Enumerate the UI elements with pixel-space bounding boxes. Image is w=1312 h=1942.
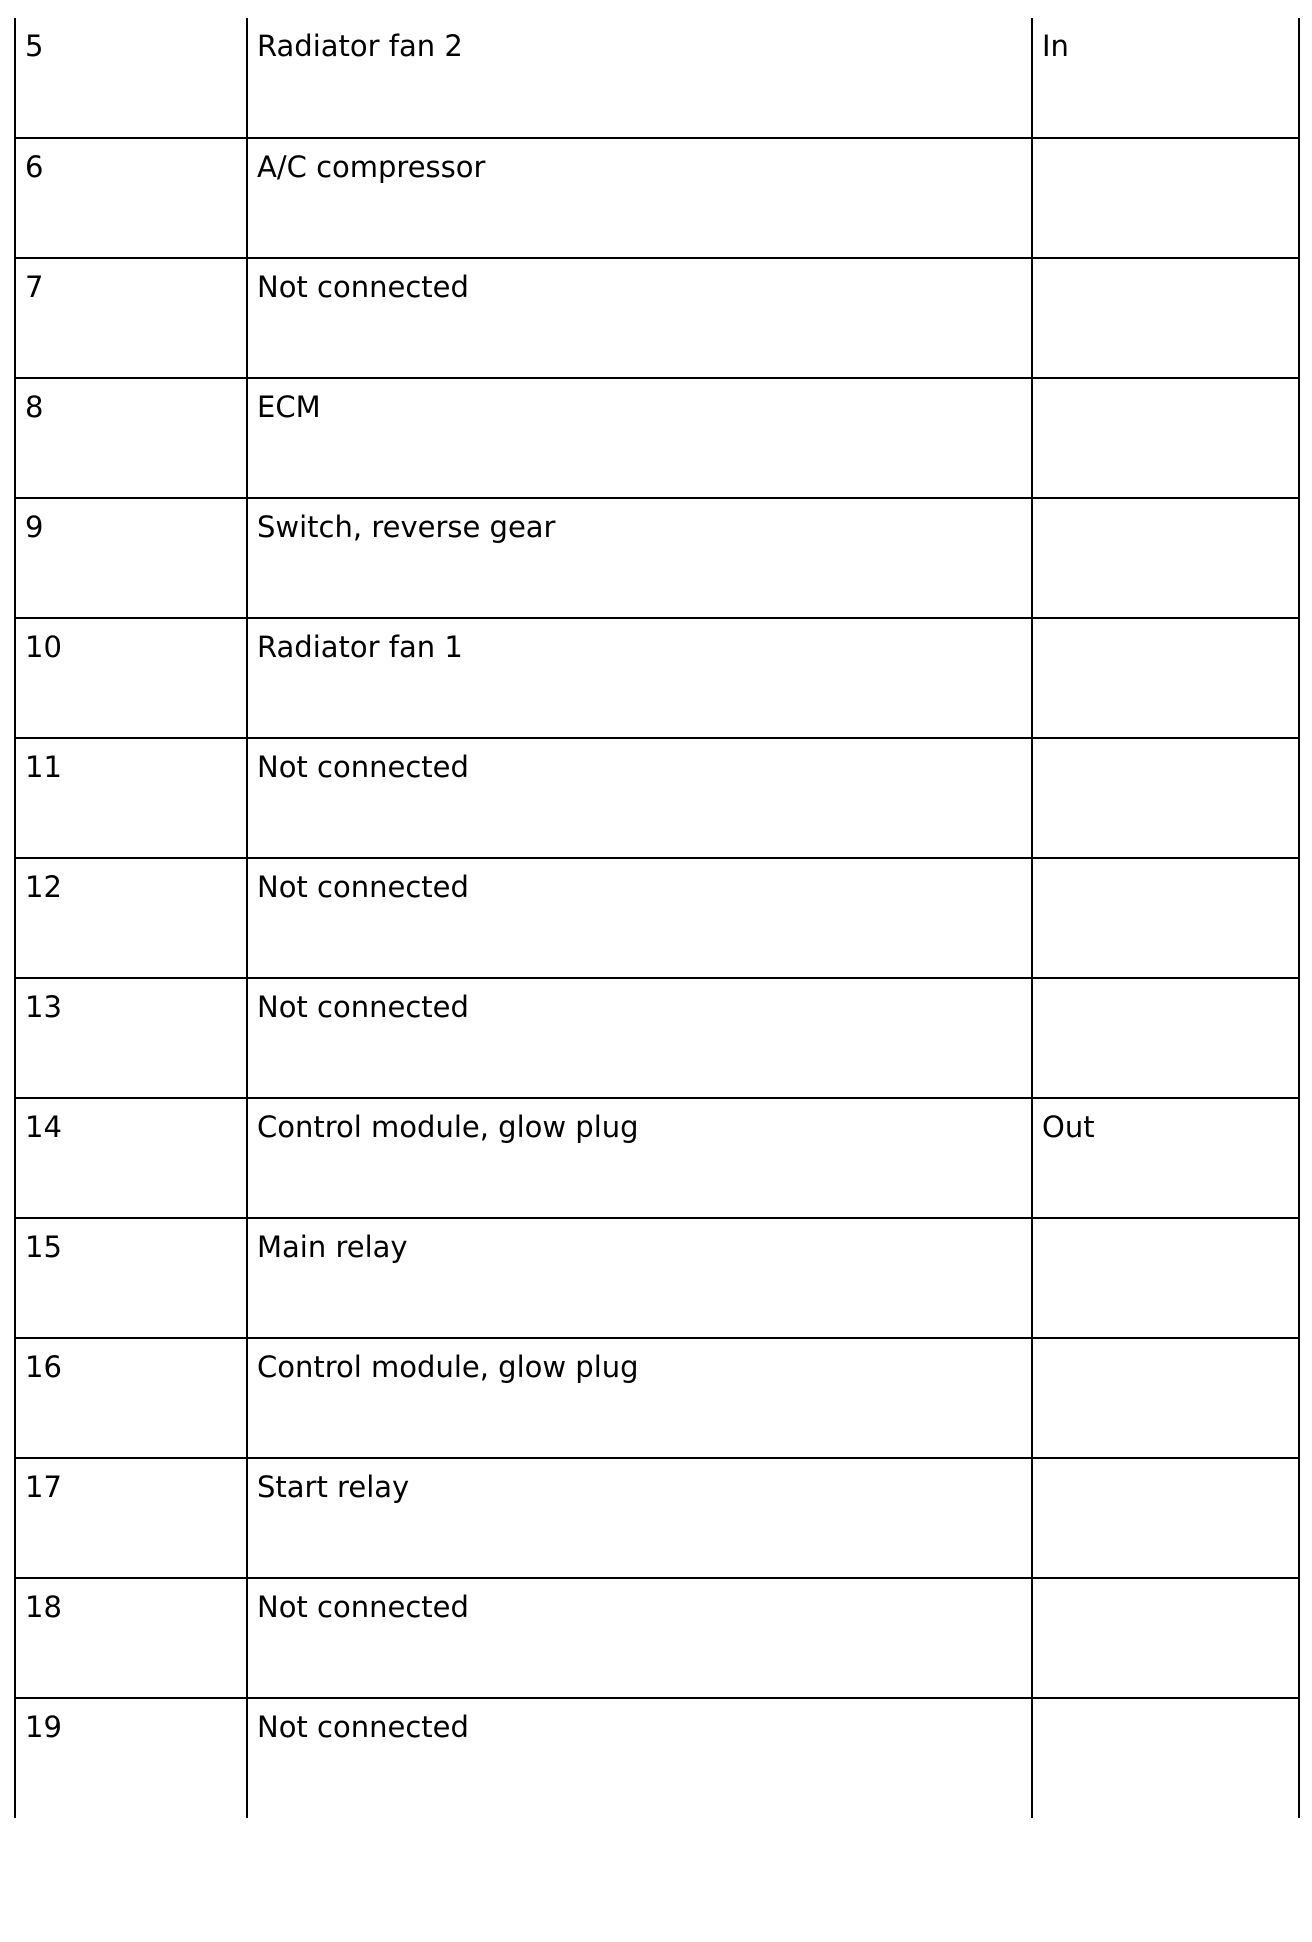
pin-number-cell: 5 — [15, 18, 247, 138]
description-cell: Not connected — [247, 1578, 1032, 1698]
pin-number-cell: 15 — [15, 1218, 247, 1338]
table-row — [15, 858, 1299, 978]
pin-number-cell: 19 — [15, 1698, 247, 1818]
table-row — [15, 618, 1299, 738]
direction-cell — [1032, 1218, 1299, 1338]
pin-number-cell: 13 — [15, 978, 247, 1098]
direction-cell — [1032, 978, 1299, 1098]
description-cell: Not connected — [247, 1698, 1032, 1818]
table-row — [15, 1578, 1299, 1698]
direction-cell — [1032, 738, 1299, 858]
pin-number-cell: 8 — [15, 378, 247, 498]
table-row — [15, 978, 1299, 1098]
pin-number-cell: 17 — [15, 1458, 247, 1578]
direction-cell — [1032, 378, 1299, 498]
description-cell: Control module, glow plug — [247, 1338, 1032, 1458]
description-cell: Radiator fan 2 — [247, 18, 1032, 138]
direction-cell — [1032, 1338, 1299, 1458]
pin-number-cell: 18 — [15, 1578, 247, 1698]
description-cell: Not connected — [247, 738, 1032, 858]
description-cell: Not connected — [247, 978, 1032, 1098]
direction-cell: Out — [1032, 1098, 1299, 1218]
direction-cell — [1032, 618, 1299, 738]
direction-cell — [1032, 258, 1299, 378]
table-body — [15, 18, 1299, 1818]
table-row — [15, 498, 1299, 618]
table-row — [15, 738, 1299, 858]
table-row — [15, 258, 1299, 378]
description-cell: Control module, glow plug — [247, 1098, 1032, 1218]
direction-cell: In — [1032, 18, 1299, 138]
table-row — [15, 1698, 1299, 1818]
pin-number-cell: 9 — [15, 498, 247, 618]
document-page — [14, 18, 1298, 1940]
pin-number-cell: 11 — [15, 738, 247, 858]
table-row — [15, 1218, 1299, 1338]
description-cell: Main relay — [247, 1218, 1032, 1338]
description-cell: Radiator fan 1 — [247, 618, 1032, 738]
table-row — [15, 378, 1299, 498]
direction-cell — [1032, 1578, 1299, 1698]
description-cell: Not connected — [247, 858, 1032, 978]
direction-cell — [1032, 498, 1299, 618]
table-row — [15, 138, 1299, 258]
direction-cell — [1032, 1458, 1299, 1578]
description-cell: ECM — [247, 378, 1032, 498]
table-row — [15, 1338, 1299, 1458]
pin-number-cell: 6 — [15, 138, 247, 258]
pin-number-cell: 7 — [15, 258, 247, 378]
direction-cell — [1032, 1698, 1299, 1818]
pin-number-cell: 10 — [15, 618, 247, 738]
description-cell: Switch, reverse gear — [247, 498, 1032, 618]
table-row — [15, 18, 1299, 138]
direction-cell — [1032, 858, 1299, 978]
pin-number-cell: 12 — [15, 858, 247, 978]
description-cell: A/C compressor — [247, 138, 1032, 258]
pin-number-cell: 14 — [15, 1098, 247, 1218]
table-row — [15, 1458, 1299, 1578]
pin-assignment-table — [14, 18, 1300, 1818]
description-cell: Start relay — [247, 1458, 1032, 1578]
table-row — [15, 1098, 1299, 1218]
pin-number-cell: 16 — [15, 1338, 247, 1458]
direction-cell — [1032, 138, 1299, 258]
description-cell: Not connected — [247, 258, 1032, 378]
